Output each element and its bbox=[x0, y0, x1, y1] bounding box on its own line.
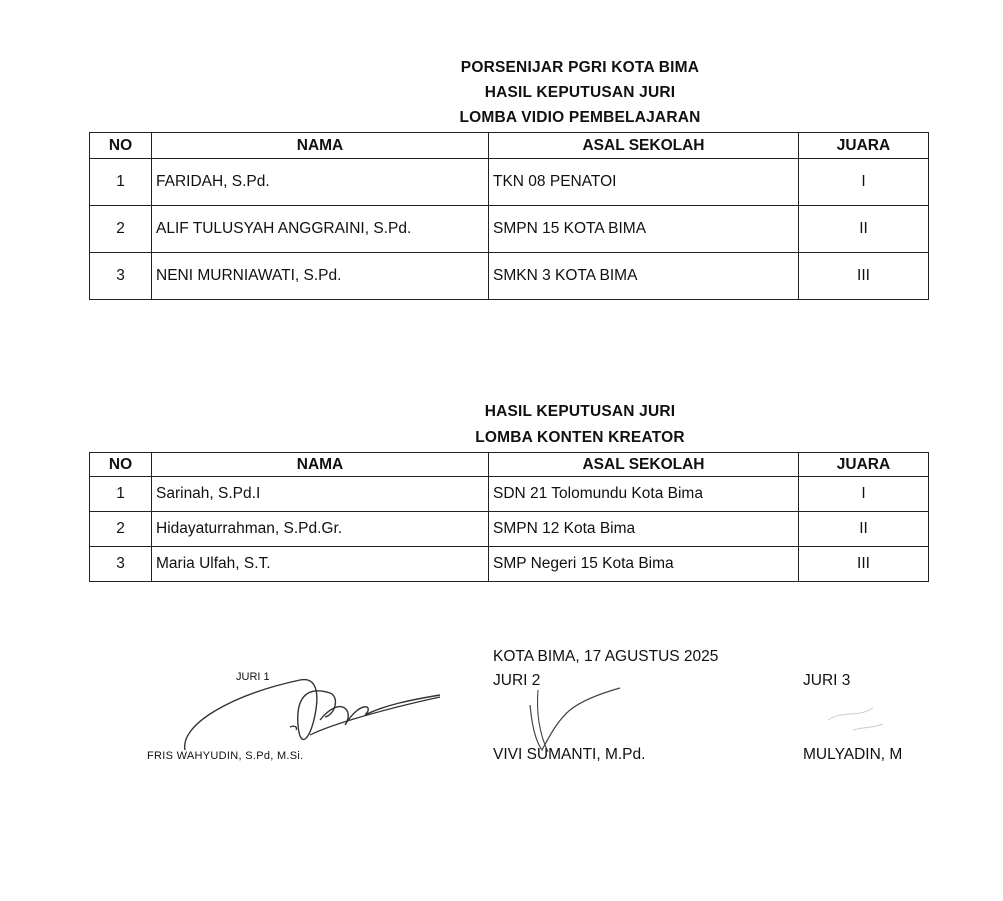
cell-juara: I bbox=[799, 477, 929, 512]
cell-sekolah: SDN 21 Tolomundu Kota Bima bbox=[489, 477, 799, 512]
col-asal-sekolah: ASAL SEKOLAH bbox=[489, 453, 799, 477]
cell-juara: II bbox=[799, 512, 929, 547]
col-juara: JUARA bbox=[799, 133, 929, 159]
cell-sekolah: SMP Negeri 15 Kota Bima bbox=[489, 547, 799, 582]
decision-title-1: HASIL KEPUTUSAN JURI bbox=[484, 84, 676, 101]
juri-2-name: VIVI SUMANTI, M.Pd. bbox=[493, 746, 646, 763]
cell-nama: Maria Ulfah, S.T. bbox=[152, 547, 489, 582]
contest-title-2: LOMBA KONTEN KREATOR bbox=[475, 429, 685, 446]
table-row bbox=[90, 159, 929, 206]
table-header-row bbox=[90, 453, 929, 477]
cell-nama: ALIF TULUSYAH ANGGRAINI, S.Pd. bbox=[152, 206, 489, 253]
decision-title-2: HASIL KEPUTUSAN JURI bbox=[484, 403, 676, 420]
col-no: NO bbox=[90, 133, 152, 159]
col-asal-sekolah: ASAL SEKOLAH bbox=[489, 133, 799, 159]
signature-juri-3 bbox=[818, 690, 908, 740]
col-nama: NAMA bbox=[152, 133, 489, 159]
org-title: PORSENIJAR PGRI KOTA BIMA bbox=[460, 59, 700, 76]
cell-nama: Hidayaturrahman, S.Pd.Gr. bbox=[152, 512, 489, 547]
col-no: NO bbox=[90, 453, 152, 477]
results-table-konten bbox=[89, 452, 929, 582]
contest-title-1: LOMBA VIDIO PEMBELAJARAN bbox=[459, 109, 701, 126]
cell-no: 3 bbox=[90, 547, 152, 582]
cell-sekolah: SMPN 12 Kota Bima bbox=[489, 512, 799, 547]
cell-no: 1 bbox=[90, 159, 152, 206]
table-row bbox=[90, 253, 929, 300]
juri-3-name: MULYADIN, M bbox=[803, 746, 903, 763]
juri-1-name: FRIS WAHYUDIN, S.Pd, M.Si. bbox=[147, 750, 304, 762]
cell-juara: I bbox=[799, 159, 929, 206]
cell-nama: NENI MURNIAWATI, S.Pd. bbox=[152, 253, 489, 300]
cell-sekolah: SMKN 3 KOTA BIMA bbox=[489, 253, 799, 300]
cell-nama: FARIDAH, S.Pd. bbox=[152, 159, 489, 206]
cell-sekolah: TKN 08 PENATOI bbox=[489, 159, 799, 206]
juri-2-label: JURI 2 bbox=[493, 672, 541, 689]
col-nama: NAMA bbox=[152, 453, 489, 477]
table-row bbox=[90, 547, 929, 582]
table-row bbox=[90, 206, 929, 253]
cell-no: 2 bbox=[90, 206, 152, 253]
juri-3-label: JURI 3 bbox=[803, 672, 851, 689]
cell-no: 1 bbox=[90, 477, 152, 512]
table-row bbox=[90, 512, 929, 547]
col-juara: JUARA bbox=[799, 453, 929, 477]
table-header-row bbox=[90, 133, 929, 159]
cell-no: 3 bbox=[90, 253, 152, 300]
cell-sekolah: SMPN 15 KOTA BIMA bbox=[489, 206, 799, 253]
results-table-video bbox=[89, 132, 929, 300]
place-date: KOTA BIMA, 17 AGUSTUS 2025 bbox=[493, 648, 719, 665]
cell-juara: II bbox=[799, 206, 929, 253]
table-row bbox=[90, 477, 929, 512]
cell-no: 2 bbox=[90, 512, 152, 547]
juri-1-label: JURI 1 bbox=[236, 671, 270, 683]
cell-juara: III bbox=[799, 253, 929, 300]
cell-juara: III bbox=[799, 547, 929, 582]
cell-nama: Sarinah, S.Pd.I bbox=[152, 477, 489, 512]
